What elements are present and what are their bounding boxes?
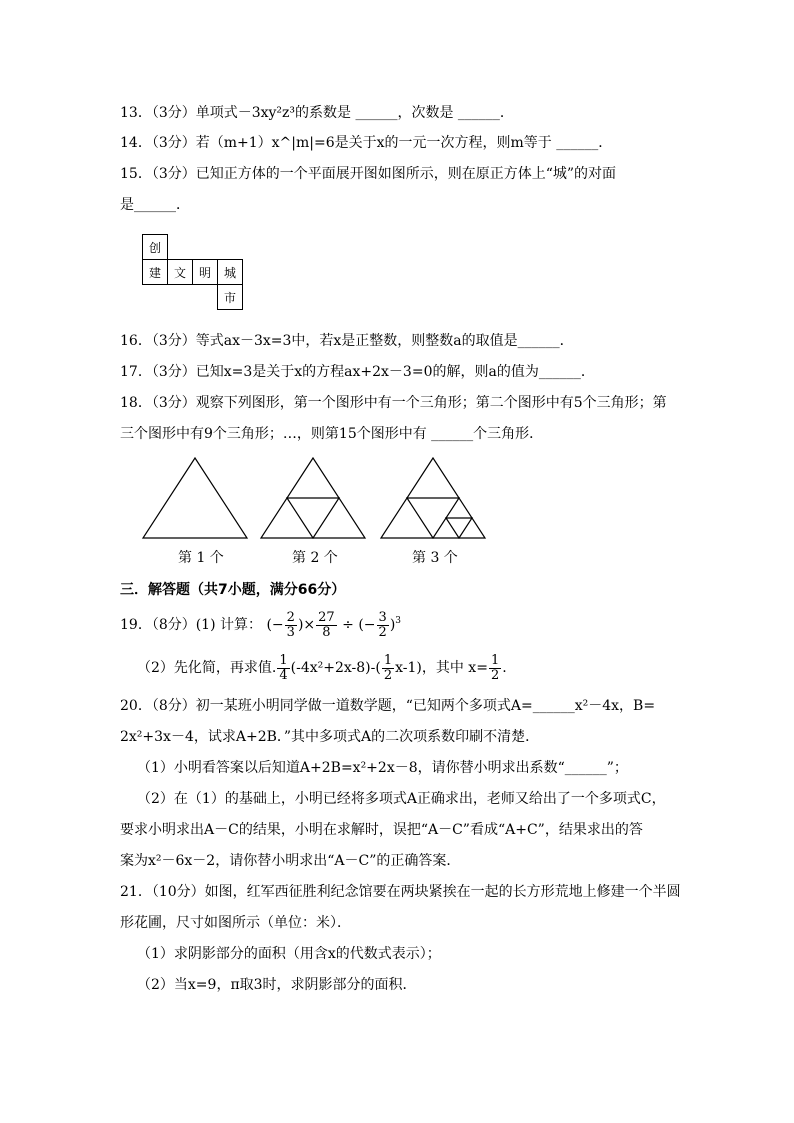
question-13: 13．（3分）单项式－3xy²z³的系数是 ______，次数是 ______． bbox=[120, 105, 514, 121]
net-cell: 创 bbox=[142, 234, 168, 260]
question-21-line-4: （2）当x=9，π取3时，求阴影部分的面积． bbox=[137, 977, 417, 993]
net-cell: 市 bbox=[217, 284, 243, 310]
q19-part2-tail: x-1)，其中 x= bbox=[395, 660, 488, 676]
triangle-figure-1 bbox=[143, 458, 247, 538]
question-20-line-4: （2）在（1）的基础上，小明已经将多项式A正确求出，老师又给出了一个多项式C， bbox=[137, 791, 666, 807]
q19-part1-label: 19．（8分）(1) 计算： bbox=[120, 617, 263, 633]
fraction-1-2: $\frac{1}{2}$ bbox=[383, 652, 393, 683]
section-3-heading: 三．解答题（共7小题，满分66分） bbox=[120, 582, 346, 598]
question-21-line-1: 21．（10分）如图，红军西征胜利纪念馆要在两块紧挨在一起的长方形荒地上修建一个半圆 bbox=[120, 884, 681, 900]
figure-caption-1: 第 1 个 bbox=[178, 550, 224, 566]
question-20-line-5: 要求小明求出A－C的结果，小明在求解时，误把“A－C”看成“A+C”，结果求出的答 bbox=[120, 822, 643, 838]
question-20-line-1: 20．（8分）初一某班小明同学做一道数学题，“已知两个多项式A=______x²－4x，B= bbox=[120, 698, 656, 714]
question-17: 17．（3分）已知x=3是关于x的方程ax+2x－3=0的解，则a的值为______． bbox=[120, 364, 595, 380]
net-cell: 文 bbox=[167, 259, 193, 285]
fraction-3-2: $\frac{3}{2}$ bbox=[378, 609, 387, 640]
question-20-line-2: 2x²+3x－4，试求A+2B．”其中多项式A的二次项系数印刷不清楚． bbox=[120, 729, 540, 745]
question-18-line-2: 三个图形中有9个三角形；…，则第15个图形中有 ______个三角形． bbox=[120, 426, 544, 442]
question-21-line-3: （1）求阴影部分的面积（用含x的代数式表示）； bbox=[137, 946, 441, 962]
question-18-line-1: 18．（3分）观察下列图形，第一个图形中有一个三角形；第二个图形中有5个三角形；第 bbox=[120, 395, 667, 411]
question-19-part-2: （2）先化简，再求值. $\frac{1}{4}$ (-4x²+2x-8)-( $\frac{1}{2}$ x-1)，其中 x= $\frac{1}{2}$ . bbox=[137, 652, 507, 683]
question-19-part-1: 19．（8分）(1) 计算： (− $\frac{2}{3}$ )× $\frac{27}{8}$ ÷ (− $\frac{3}{2}$ )$^3$ bbox=[120, 609, 402, 640]
net-cell: 城 bbox=[217, 259, 243, 285]
triangle-figure-2 bbox=[261, 458, 365, 538]
figure-caption-3: 第 3 个 bbox=[412, 550, 458, 566]
fraction-1-4: $\frac{1}{4}$ bbox=[279, 652, 288, 683]
question-21-line-2: 形花圃，尺寸如图所示（单位：米）． bbox=[120, 915, 351, 931]
q19-part2-label: （2）先化简，再求值. bbox=[137, 660, 277, 676]
question-14: 14．（3分）若（m+1）x^|m|=6是关于x的一元一次方程，则m等于 ______． bbox=[120, 135, 613, 151]
fraction-27-8: $\frac{27}{8}$ bbox=[318, 609, 335, 640]
triangle-figure-3 bbox=[381, 458, 485, 538]
question-16: 16．（3分）等式ax－3x=3中，若x是正整数，则整数a的取值是______． bbox=[120, 333, 574, 349]
fraction-1-2-value: $\frac{1}{2}$ bbox=[490, 652, 500, 683]
question-20-line-6: 案为x²－6x－2，请你替小明求出“A－C”的正确答案． bbox=[120, 853, 461, 869]
question-20-line-3: （1）小明看答案以后知道A+2B=x²+2x－8，请你替小明求出系数“______”； bbox=[137, 760, 628, 776]
net-cell: 建 bbox=[142, 259, 168, 285]
net-cell: 明 bbox=[192, 259, 218, 285]
triangle-pattern-figure bbox=[140, 455, 490, 541]
fraction-2-3: $\frac{2}{3}$ bbox=[286, 609, 295, 640]
question-15-line-2: 是______． bbox=[120, 197, 190, 213]
q19-part2-mid: (-4x²+2x-8)-( bbox=[290, 660, 381, 676]
question-15-line-1: 15．（3分）已知正方体的一个平面展开图如图所示，则在原正方体上“城”的对面 bbox=[120, 166, 617, 182]
figure-caption-2: 第 2 个 bbox=[292, 550, 338, 566]
